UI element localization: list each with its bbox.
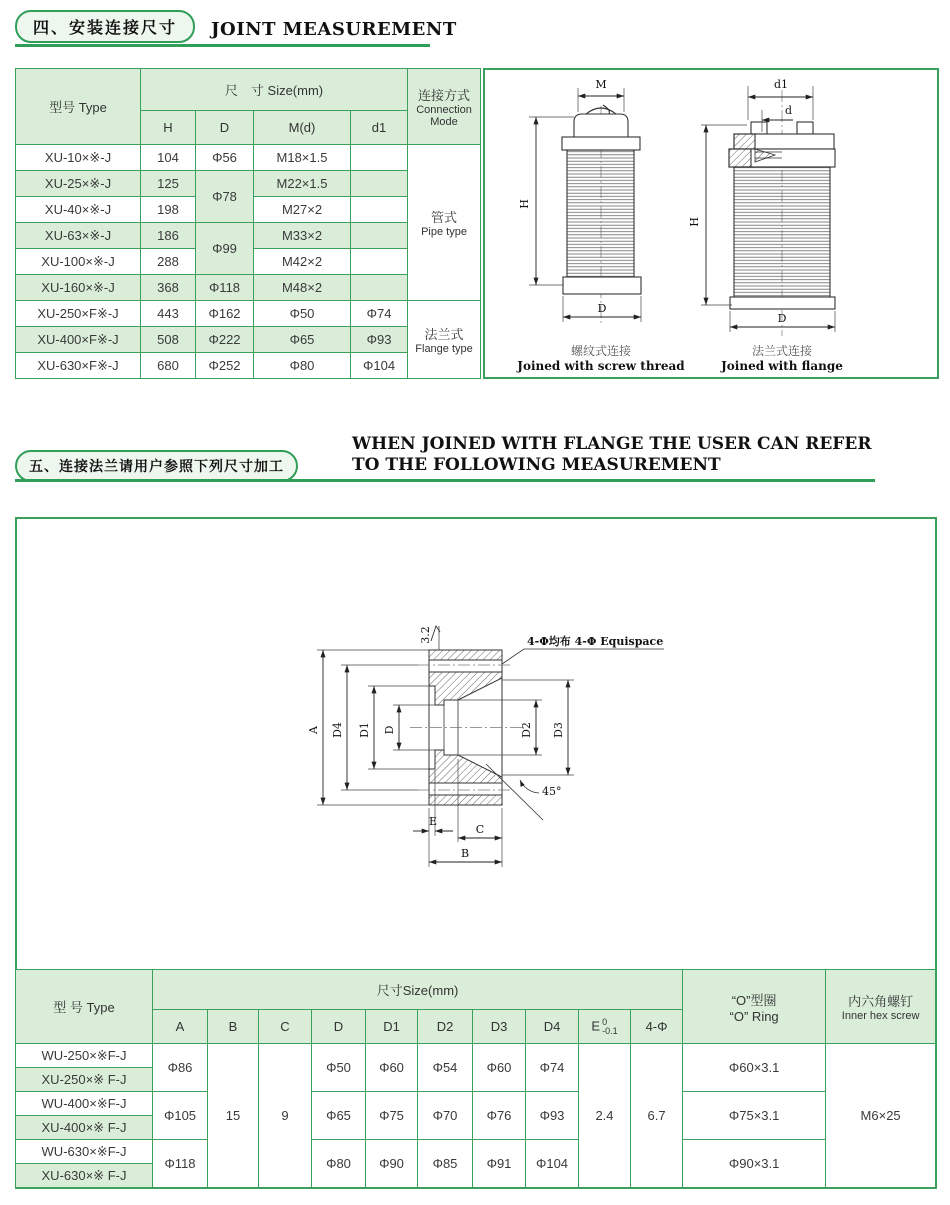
dim-label-E: E (428, 815, 438, 828)
section5-header (15, 450, 298, 482)
flange-section-wrap (290, 612, 680, 882)
h-cell: 198 (141, 197, 196, 223)
d-cell: Φ65 (312, 1092, 366, 1140)
4phi-cell: 6.7 (631, 1044, 683, 1188)
col-C: C (259, 1010, 312, 1044)
joint-measurement-table (15, 68, 481, 379)
d1-cell (351, 145, 408, 171)
model-cell: XU-10×※-J (16, 145, 141, 171)
col-D: D (312, 1010, 366, 1044)
col-type: 型号 Type (16, 69, 141, 145)
flange-caption-en: Joined with flange (721, 359, 843, 373)
m-cell: M42×2 (254, 249, 351, 275)
m-cell: Φ65 (254, 327, 351, 353)
d-cell: Φ80 (312, 1140, 366, 1188)
section4-rule (15, 44, 430, 47)
model-cell: XU-630×※ F-J (16, 1164, 153, 1188)
screw-caption-zh: 螺纹式连接 (570, 344, 632, 358)
model-cell: XU-100×※-J (16, 249, 141, 275)
section4-title: JOINT MEASUREMENT (211, 19, 457, 40)
col-A: A (153, 1010, 208, 1044)
pipe-type-cell: 管式 Pipe type (408, 145, 481, 301)
flange-measurement-table (15, 969, 936, 1188)
dim-label-C: C (475, 823, 485, 836)
col-screw: 内六角螺钉 Inner hex screw (826, 970, 936, 1044)
d1-cell: Φ93 (351, 327, 408, 353)
equispace-label: 4-Φ均布 4-Φ Equispace (527, 635, 664, 648)
section4-pill: 四、安装连接尺寸 (15, 10, 195, 43)
m-cell: M33×2 (254, 223, 351, 249)
dim-label-D3: D3 (552, 722, 565, 738)
d1-cell (351, 249, 408, 275)
b-cell: 15 (208, 1044, 259, 1188)
dim-label-m: M (595, 78, 607, 91)
d3-cell: Φ91 (473, 1140, 526, 1188)
col-D3: D3 (473, 1010, 526, 1044)
flange-section-drawing (290, 612, 680, 882)
section5-title: WHEN JOINED WITH FLANGE THE USER CAN REFER TO THE FOLLOWING MEASUREMENT (352, 434, 872, 475)
h-cell: 104 (141, 145, 196, 171)
section5-rule (15, 479, 875, 482)
model-cell: XU-400×※ F-J (16, 1116, 153, 1140)
flange-filter-drawing (729, 90, 835, 336)
model-cell: XU-250×F※-J (16, 301, 141, 327)
dim-label-D4: D4 (331, 722, 344, 738)
oring-cell: Φ75×3.1 (683, 1092, 826, 1140)
d1-cell (351, 223, 408, 249)
d3-cell: Φ76 (473, 1092, 526, 1140)
model-cell: XU-250×※ F-J (16, 1068, 153, 1092)
h-cell: 443 (141, 301, 196, 327)
a-cell: Φ105 (153, 1092, 208, 1140)
e-cell: 2.4 (579, 1044, 631, 1188)
dim-label-d-right: D (777, 312, 787, 325)
h-cell: 680 (141, 353, 196, 379)
h-cell: 288 (141, 249, 196, 275)
model-cell: XU-630×F※-J (16, 353, 141, 379)
flange-caption-zh: 法兰式连接 (751, 344, 813, 358)
c-cell: 9 (259, 1044, 312, 1188)
model-cell: XU-63×※-J (16, 223, 141, 249)
m-cell: Φ50 (254, 301, 351, 327)
d1-cell: Φ75 (366, 1092, 418, 1140)
m-cell: M22×1.5 (254, 171, 351, 197)
col-D2: D2 (418, 1010, 473, 1044)
col-type: 型 号 Type (16, 970, 153, 1044)
d1-cell: Φ104 (351, 353, 408, 379)
model-cell: WU-630×※F-J (16, 1140, 153, 1164)
dim-label-h-left: H (518, 199, 531, 209)
col-connection-mode: 连接方式 Connection Mode (408, 69, 481, 145)
dim-label-D1: D1 (358, 722, 371, 738)
d-cell: Φ118 (196, 275, 254, 301)
model-cell: WU-250×※F-J (16, 1044, 153, 1068)
d-cell: Φ222 (196, 327, 254, 353)
col-B: B (208, 1010, 259, 1044)
d-cell: Φ50 (312, 1044, 366, 1092)
dim-label-D2: D2 (520, 722, 533, 738)
model-cell: XU-160×※-J (16, 275, 141, 301)
dim-label-A: A (307, 726, 320, 734)
model-cell: XU-40×※-J (16, 197, 141, 223)
d3-cell: Φ60 (473, 1044, 526, 1092)
oring-cell: Φ90×3.1 (683, 1140, 826, 1188)
d1-cell: Φ74 (351, 301, 408, 327)
d1-cell (351, 197, 408, 223)
d4-cell: Φ93 (526, 1092, 579, 1140)
d-cell: Φ56 (196, 145, 254, 171)
dim-label-h-right: H (688, 217, 701, 227)
col-d1: d1 (351, 111, 408, 145)
d-cell: Φ99 (196, 223, 254, 275)
h-cell: 508 (141, 327, 196, 353)
angle-label: 45° (542, 785, 562, 798)
screw-cell: M6×25 (826, 1044, 936, 1188)
col-4phi: 4-Φ (631, 1010, 683, 1044)
dim-label-D: D (383, 725, 396, 735)
screw-caption-en: Joined with screw thread (517, 359, 685, 373)
h-cell: 186 (141, 223, 196, 249)
d1-cell: Φ90 (366, 1140, 418, 1188)
m-cell: M48×2 (254, 275, 351, 301)
d-cell: Φ78 (196, 171, 254, 223)
d2-cell: Φ85 (418, 1140, 473, 1188)
col-D1: D1 (366, 1010, 418, 1044)
model-cell: XU-25×※-J (16, 171, 141, 197)
flange-type-cell: 法兰式 Flange type (408, 301, 481, 379)
a-cell: Φ86 (153, 1044, 208, 1092)
d1-cell: Φ60 (366, 1044, 418, 1092)
m-cell: M18×1.5 (254, 145, 351, 171)
col-Md: M(d) (254, 111, 351, 145)
d1-cell (351, 171, 408, 197)
model-cell: WU-400×※F-J (16, 1092, 153, 1116)
d4-cell: Φ74 (526, 1044, 579, 1092)
d2-cell: Φ54 (418, 1044, 473, 1092)
m-cell: Φ80 (254, 353, 351, 379)
a-cell: Φ118 (153, 1140, 208, 1188)
col-oring: “O”型圈 “O” Ring (683, 970, 826, 1044)
roughness-label: 3.2 (419, 626, 432, 644)
col-E: E 0 -0.1 (579, 1010, 631, 1044)
section4-header (15, 10, 457, 43)
d-cell: Φ162 (196, 301, 254, 327)
col-D4: D4 (526, 1010, 579, 1044)
col-size: 尺寸Size(mm) (153, 970, 683, 1010)
dim-label-d-left: D (597, 302, 607, 315)
d-cell: Φ252 (196, 353, 254, 379)
dim-label-B: B (460, 847, 470, 860)
h-cell: 125 (141, 171, 196, 197)
m-cell: M27×2 (254, 197, 351, 223)
col-D: D (196, 111, 254, 145)
screw-filter-drawing (562, 105, 641, 324)
model-cell: XU-400×F※-J (16, 327, 141, 353)
col-H: H (141, 111, 196, 145)
d2-cell: Φ70 (418, 1092, 473, 1140)
h-cell: 368 (141, 275, 196, 301)
filter-drawings (485, 70, 937, 377)
section5-pill: 五、连接法兰请用户参照下列尺寸加工 (15, 450, 298, 482)
dim-label-d-small: d (785, 104, 793, 117)
d1-cell (351, 275, 408, 301)
oring-cell: Φ60×3.1 (683, 1044, 826, 1092)
dim-label-d1: d1 (773, 78, 789, 91)
filter-drawings-panel (483, 68, 939, 379)
d4-cell: Φ104 (526, 1140, 579, 1188)
col-size: 尺 寸 Size(mm) (141, 69, 408, 111)
